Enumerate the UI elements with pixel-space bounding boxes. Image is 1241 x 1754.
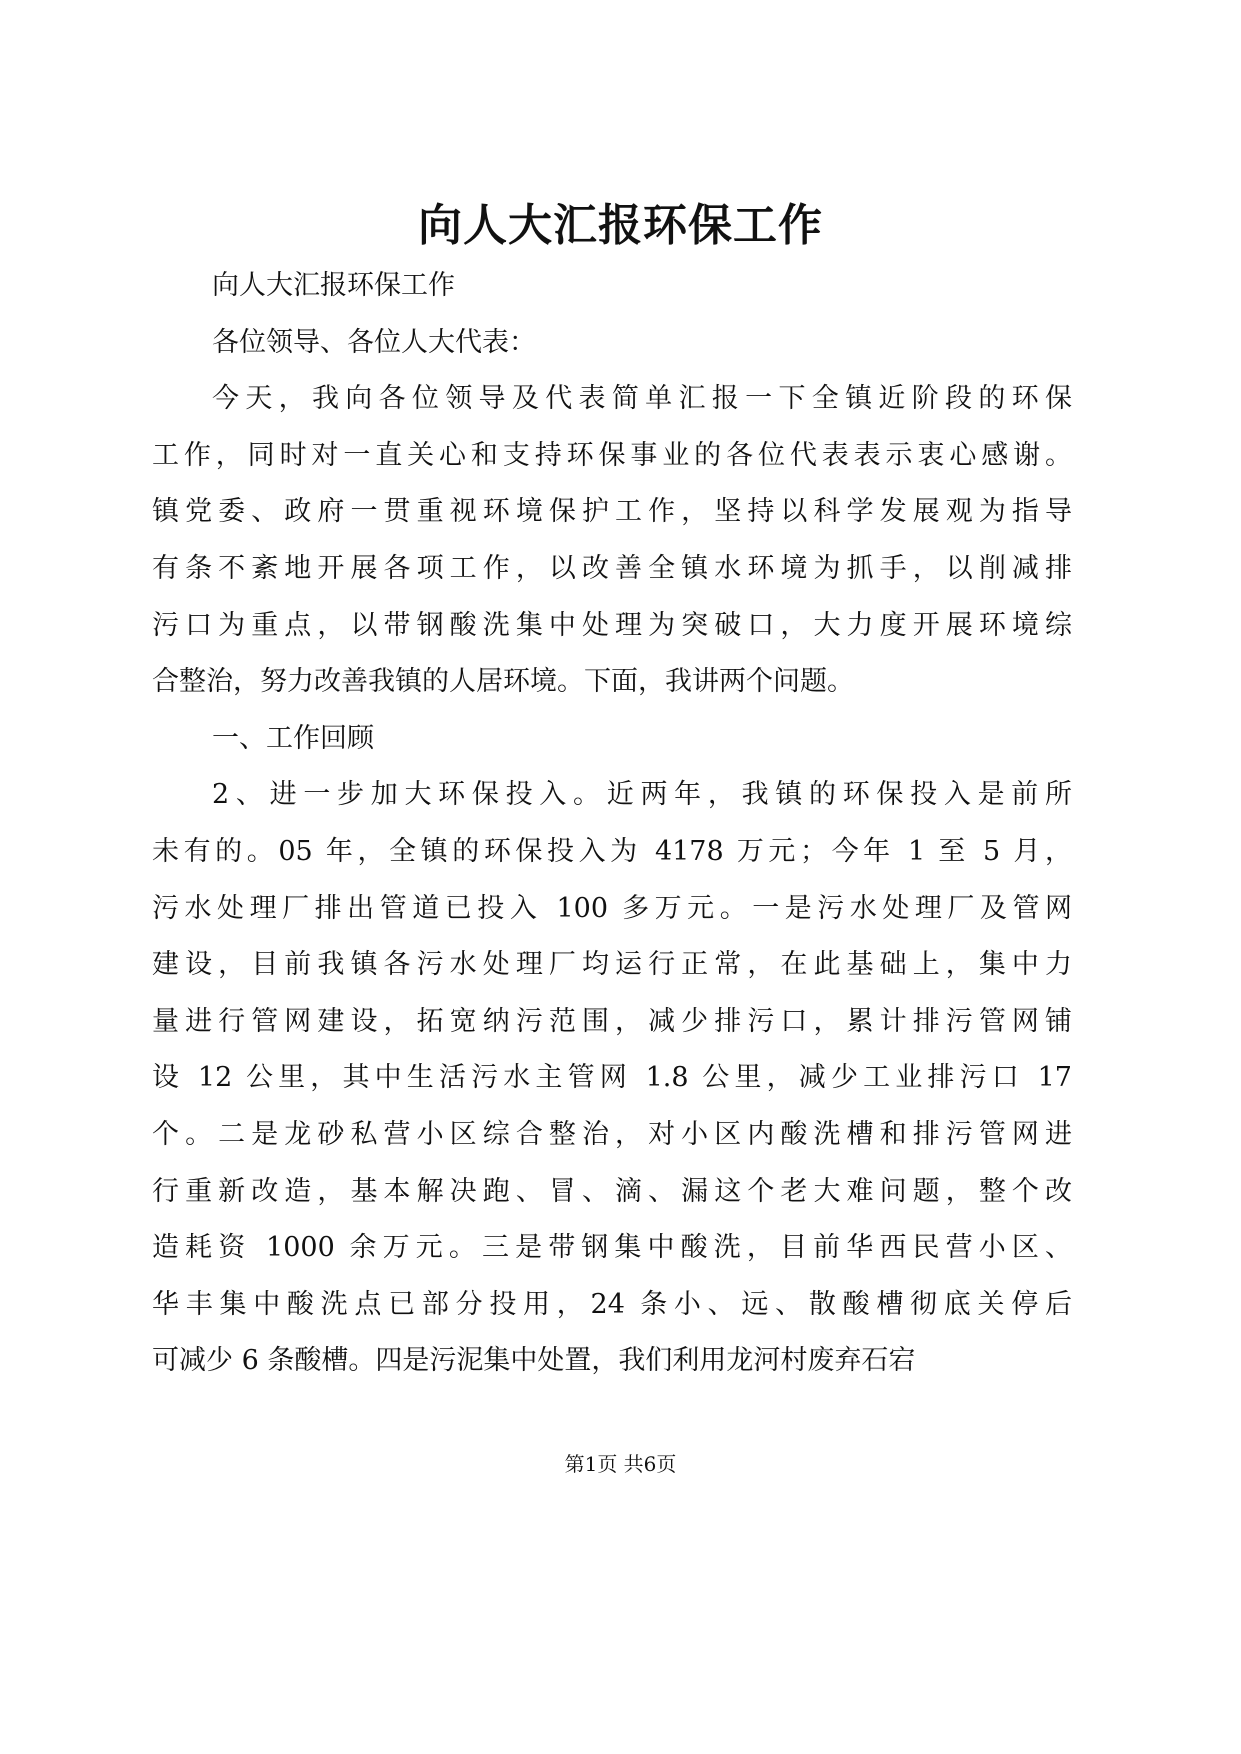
document-title: 向人大汇报环保工作 xyxy=(418,200,823,251)
paragraph xyxy=(152,315,1072,372)
text-line: 造耗资 1000 余万元。三是带钢集中酸洗，目前华西民营小区、 xyxy=(152,1232,1072,1264)
text-line: 华丰集中酸洗点已部分投用，24 条小、远、散酸槽彻底关停后 xyxy=(152,1288,1072,1320)
text-line: 未有的。05 年，全镇的环保投入为 4178 万元；今年 1 至 5 月， xyxy=(152,835,1072,867)
text-line: 可减少 6 条酸槽。四是污泥集中处置，我们利用龙河村废弃石宕 xyxy=(152,1345,916,1377)
text-line: 各位领导、各位人大代表： xyxy=(212,326,536,358)
text-line: 合整治，努力改善我镇的人居环境。下面，我讲两个问题。 xyxy=(152,666,854,698)
text-line: 个。二是龙砂私营小区综合整治，对小区内酸洗槽和排污管网进 xyxy=(152,1118,1072,1150)
text-line: 污口为重点，以带钢酸洗集中处理为突破口，大力度开展环境综 xyxy=(152,609,1072,641)
page-footer: 第1页 共6页 xyxy=(564,1452,677,1476)
text-line: 工作，同时对一直关心和支持环保事业的各位代表表示衷心感谢。 xyxy=(152,439,1072,471)
paragraph xyxy=(152,767,1072,1390)
text-line: 今天，我向各位领导及代表简单汇报一下全镇近阶段的环保 xyxy=(212,383,1072,415)
text-line: 有条不紊地开展各项工作，以改善全镇水环境为抓手，以削减排 xyxy=(152,552,1072,584)
paragraph xyxy=(152,711,1072,768)
text-line: 污水处理厂排出管道已投入 100 多万元。一是污水处理厂及管网 xyxy=(152,892,1072,924)
text-line: 向人大汇报环保工作 xyxy=(212,270,455,301)
text-line: 行重新改造，基本解决跑、冒、滴、漏这个老大难问题，整个改 xyxy=(152,1175,1072,1207)
text-line: 量进行管网建设，拓宽纳污范围，减少排污口，累计排污管网铺 xyxy=(152,1005,1072,1037)
document-body xyxy=(152,258,1072,1390)
text-line: 2、进一步加大环保投入。近两年，我镇的环保投入是前所 xyxy=(212,779,1072,811)
paragraph xyxy=(152,258,1072,315)
text-line: 一、工作回顾 xyxy=(212,722,374,754)
text-line: 镇党委、政府一贯重视环境保护工作，坚持以科学发展观为指导 xyxy=(152,496,1072,528)
text-line: 设 12 公里，其中生活污水主管网 1.8 公里，减少工业排污口 17 xyxy=(152,1062,1072,1094)
text-line: 建设，目前我镇各污水处理厂均运行正常，在此基础上，集中力 xyxy=(152,949,1072,981)
paragraph xyxy=(152,371,1072,711)
